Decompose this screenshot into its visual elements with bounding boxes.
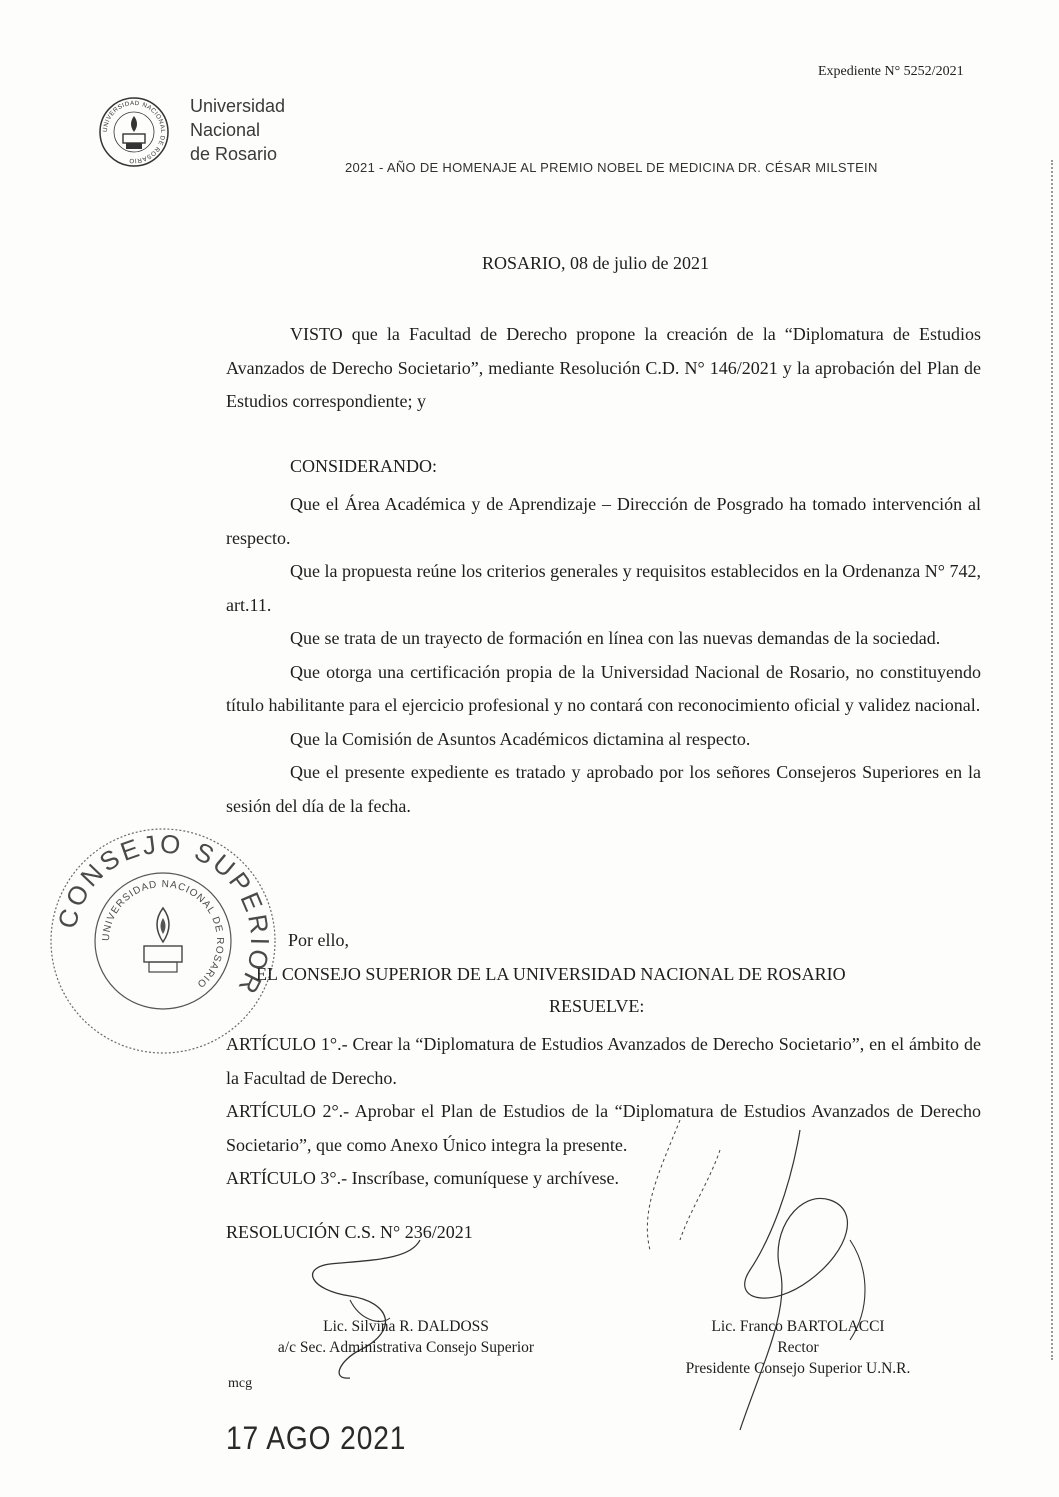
expediente-number: Expediente N° 5252/2021 — [818, 64, 964, 79]
considerando-paragraph: Que el Área Académica y de Aprendizaje – Dirección de Posgrado ha tomado intervención al respecto. — [226, 494, 981, 548]
svg-text:CONSEJO SUPERIOR — [52, 828, 276, 1001]
university-line: de Rosario — [190, 144, 278, 164]
document-body — [226, 318, 981, 419]
university-name — [190, 94, 285, 166]
council-heading: EL CONSEJO SUPERIOR DE LA UNIVERSIDAD NACIONAL DE ROSARIO — [256, 964, 846, 984]
considerandos-block — [226, 488, 981, 823]
right-signer-name: Lic. Franco BARTOLACCI — [711, 1318, 885, 1335]
right-signer-role-2: Presidente Consejo Superior U.N.R. — [685, 1360, 911, 1377]
visto-paragraph: VISTO que la Facultad de Derecho propone la creación de la “Diplomatura de Estudios Avanzados de Derecho Societario”, mediante Resolución C.D. N° 146/2021 y la aprobación del Plan de Estudios correspondiente; y — [226, 324, 981, 411]
university-line: Nacional — [190, 120, 261, 140]
considerando-paragraph: Que se trata de un trayecto de formación en línea con las nuevas demandas de la sociedad. — [290, 628, 941, 648]
typist-initials: mcg — [228, 1376, 253, 1391]
seal-outer-text: CONSEJO SUPERIOR — [51, 828, 276, 1001]
left-signature-scribble — [290, 1230, 460, 1390]
resolution-number: RESOLUCIÓN C.S. N° 236/2021 — [226, 1222, 473, 1242]
article-paragraph: ARTÍCULO 2°.- Aprobar el Plan de Estudios de la “Diplomatura de Estudios Avanzados de Derecho Societario”, que como Anexo Único integra la presente. — [226, 1101, 981, 1155]
right-signature-block — [668, 1316, 928, 1379]
year-motto: 2021 - AÑO DE HOMENAJE AL PREMIO NOBEL DE MEDICINA DR. CÉSAR MILSTEIN — [345, 160, 878, 175]
considerando-paragraph: Que otorga una certificación propia de la Universidad Nacional de Rosario, no constituyendo título habilitante para el ejercicio profesional y no contará con reconocimiento oficial y validez nacional. — [226, 661, 981, 715]
left-signer-role: a/c Sec. Administrativa Consejo Superior — [277, 1339, 535, 1356]
seal-inner-text: UNIVERSIDAD NACIONAL DE ROSARIO — [100, 878, 226, 990]
article-paragraph: ARTÍCULO 3°.- Inscríbase, comuníquese y archívese. — [226, 1168, 620, 1188]
resuelve-heading: RESUELVE: — [549, 996, 645, 1016]
svg-text:UNIVERSIDAD NACIONAL DE ROSARI — [101, 879, 225, 990]
received-date-stamp: 17 AGO 2021 — [226, 1420, 407, 1456]
scan-edge-dots — [1045, 160, 1053, 1360]
date-line: ROSARIO, 08 de julio de 2021 — [482, 253, 709, 273]
consejo-superior-seal — [48, 826, 278, 1056]
considerando-heading: CONSIDERANDO: — [290, 456, 438, 476]
right-signature-scribble — [620, 1110, 920, 1440]
left-signature-block — [256, 1316, 556, 1358]
considerando-paragraph: Que la Comisión de Asuntos Académicos dictamina al respecto. — [290, 728, 751, 749]
university-line: Universidad — [190, 96, 286, 116]
considerando-paragraph: Que el presente expediente es tratado y aprobado por los señores Consejeros Superiores en la sesión del día de la fecha. — [226, 762, 981, 816]
por-ello: Por ello, — [288, 930, 349, 950]
considerando-paragraph: Que la propuesta reúne los criterios generales y requisitos establecidos en la Ordenanza N° 742, art.11. — [226, 561, 981, 615]
left-signer-name: Lic. Silvina R. DALDOSS — [323, 1318, 489, 1335]
right-signer-role: Rector — [777, 1339, 819, 1356]
logo-ring-text: UNIVERSIDAD NACIONAL DE ROSARIO — [101, 99, 167, 165]
university-logo — [98, 96, 170, 168]
svg-text:UNIVERSIDAD NACIONAL DE ROSARI — [102, 100, 166, 164]
article-paragraph: ARTÍCULO 1°.- Crear la “Diplomatura de Estudios Avanzados de Derecho Societario”, en el ámbito de la Facultad de Derecho. — [226, 1034, 981, 1088]
